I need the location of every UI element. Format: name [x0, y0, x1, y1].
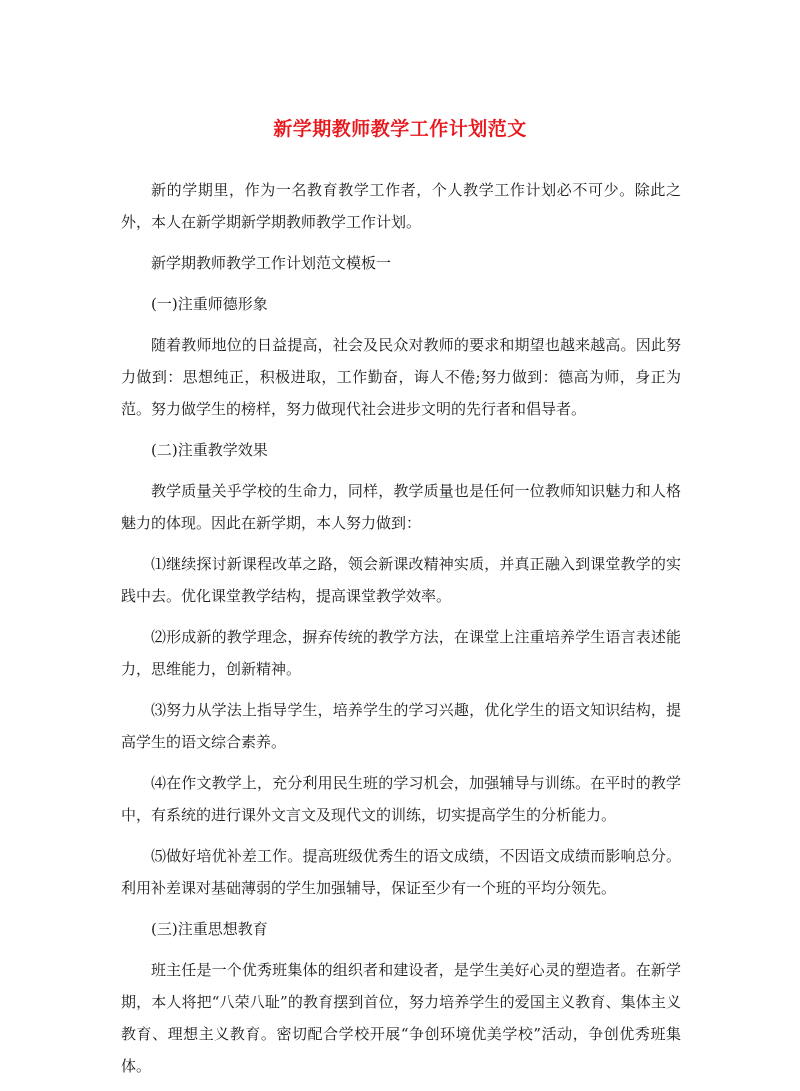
list-item-2: ⑵形成新的教学理念，摒弃传统的教学方法，在课堂上注重培养学生语言表述能力，思维能力，创新精神。 — [121, 628, 681, 678]
list-item-1: ⑴继续探讨新课程改革之路，领会新课改精神实质，并真正融入到课堂教学的实践中去。优化课堂教学结构，提高课堂教学效率。 — [121, 555, 681, 605]
list-item-3: ⑶努力从学法上指导学生，培养学生的学习兴趣，优化学生的语文知识结构，提高学生的语文综合素养。 — [121, 701, 681, 751]
paragraph-ethics: 随着教师地位的日益提高，社会及民众对教师的要求和期望也越来越高。因此努力做到：思想纯正，积极进取，工作勤奋，诲人不倦;努力做到：德高为师，身正为范。努力做学生的榜样，努力做现代社会进步文明的先行者和倡导者。 — [121, 336, 681, 418]
paragraph-template-heading: 新学期教师教学工作计划范文模板一 — [151, 254, 392, 272]
document-title: 新学期教师教学工作计划范文 — [273, 118, 527, 140]
list-item-4: ⑷在作文教学上，充分利用民生班的学习机会，加强辅导与训练。在平时的教学中，有系统的进行课外文言文及现代文的训练，切实提高学生的分析能力。 — [121, 774, 681, 824]
section-heading-3: (三)注重思想教育 — [151, 920, 268, 938]
list-item-5: ⑸做好培优补差工作。提高班级优秀生的语文成绩，不因语文成绩而影响总分。利用补差课对基础薄弱的学生加强辅导，保证至少有一个班的平均分领先。 — [121, 847, 681, 897]
paragraph-intro: 新的学期里，作为一名教育教学工作者，个人教学工作计划必不可少。除此之外，本人在新学期新学期教师教学工作计划。 — [121, 181, 681, 231]
paragraph-moral-education: 班主任是一个优秀班集体的组织者和建设者，是学生美好心灵的塑造者。在新学期，本人将把“八荣八耻”的教育摆到首位，努力培养学生的爱国主义教育、集体主义教育、理想主义教育。密切配合学校开展“争创环境优美学校”活动，争创优秀班集体。 — [121, 961, 681, 1075]
document-body — [121, 174, 681, 1091]
section-heading-2: (二)注重教学效果 — [151, 441, 268, 459]
paragraph-teaching-quality: 教学质量关乎学校的生命力，同样，教学质量也是任何一位教师知识魅力和人格魅力的体现。因此在新学期，本人努力做到： — [121, 482, 681, 532]
section-heading-1: (一)注重师德形象 — [151, 295, 268, 313]
